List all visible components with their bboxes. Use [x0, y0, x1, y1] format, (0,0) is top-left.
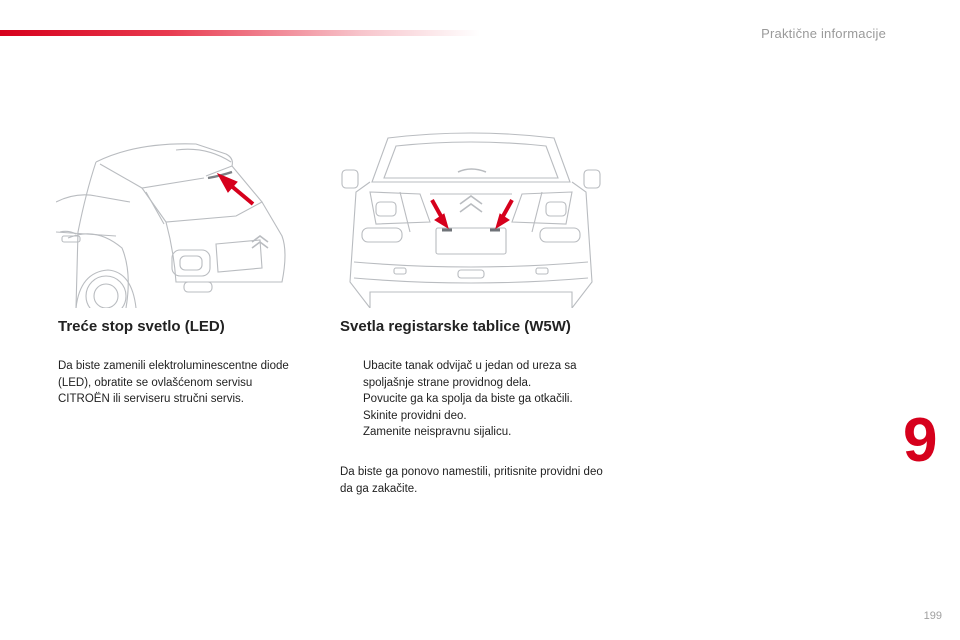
chapter-number: 9 — [903, 406, 938, 475]
plate-light-steps — [340, 358, 610, 441]
list-item: Zamenite neispravnu sijalicu. — [363, 426, 512, 438]
list-item: Povucite ga ka spolja da biste ga otkačili. — [363, 393, 573, 405]
header-accent-bar — [0, 30, 480, 36]
third-brake-light-text: Da biste zamenili elektroluminescentne diode (LED), obratite se ovlašćenom servisu CITROËN ili serviseru stručni servis. — [58, 360, 289, 405]
list-item: Skinite providni deo. — [363, 409, 467, 422]
section-title: Praktične informacije — [761, 26, 886, 41]
car-rear-three-quarter-icon — [56, 132, 292, 308]
third-brake-light-title: Treće stop svetlo (LED) — [58, 318, 225, 335]
refit-instruction-text: Da biste ga ponovo namestili, pritisnite providni deo da ga zakačite. — [340, 466, 603, 495]
car-rear-view-icon — [340, 132, 602, 308]
page-number: 199 — [923, 610, 942, 622]
list-item: Ubacite tanak odvijač u jedan od ureza sa spoljašnje strane providnog dela. — [363, 360, 577, 389]
plate-light-title: Svetla registarske tablice (W5W) — [340, 318, 571, 335]
